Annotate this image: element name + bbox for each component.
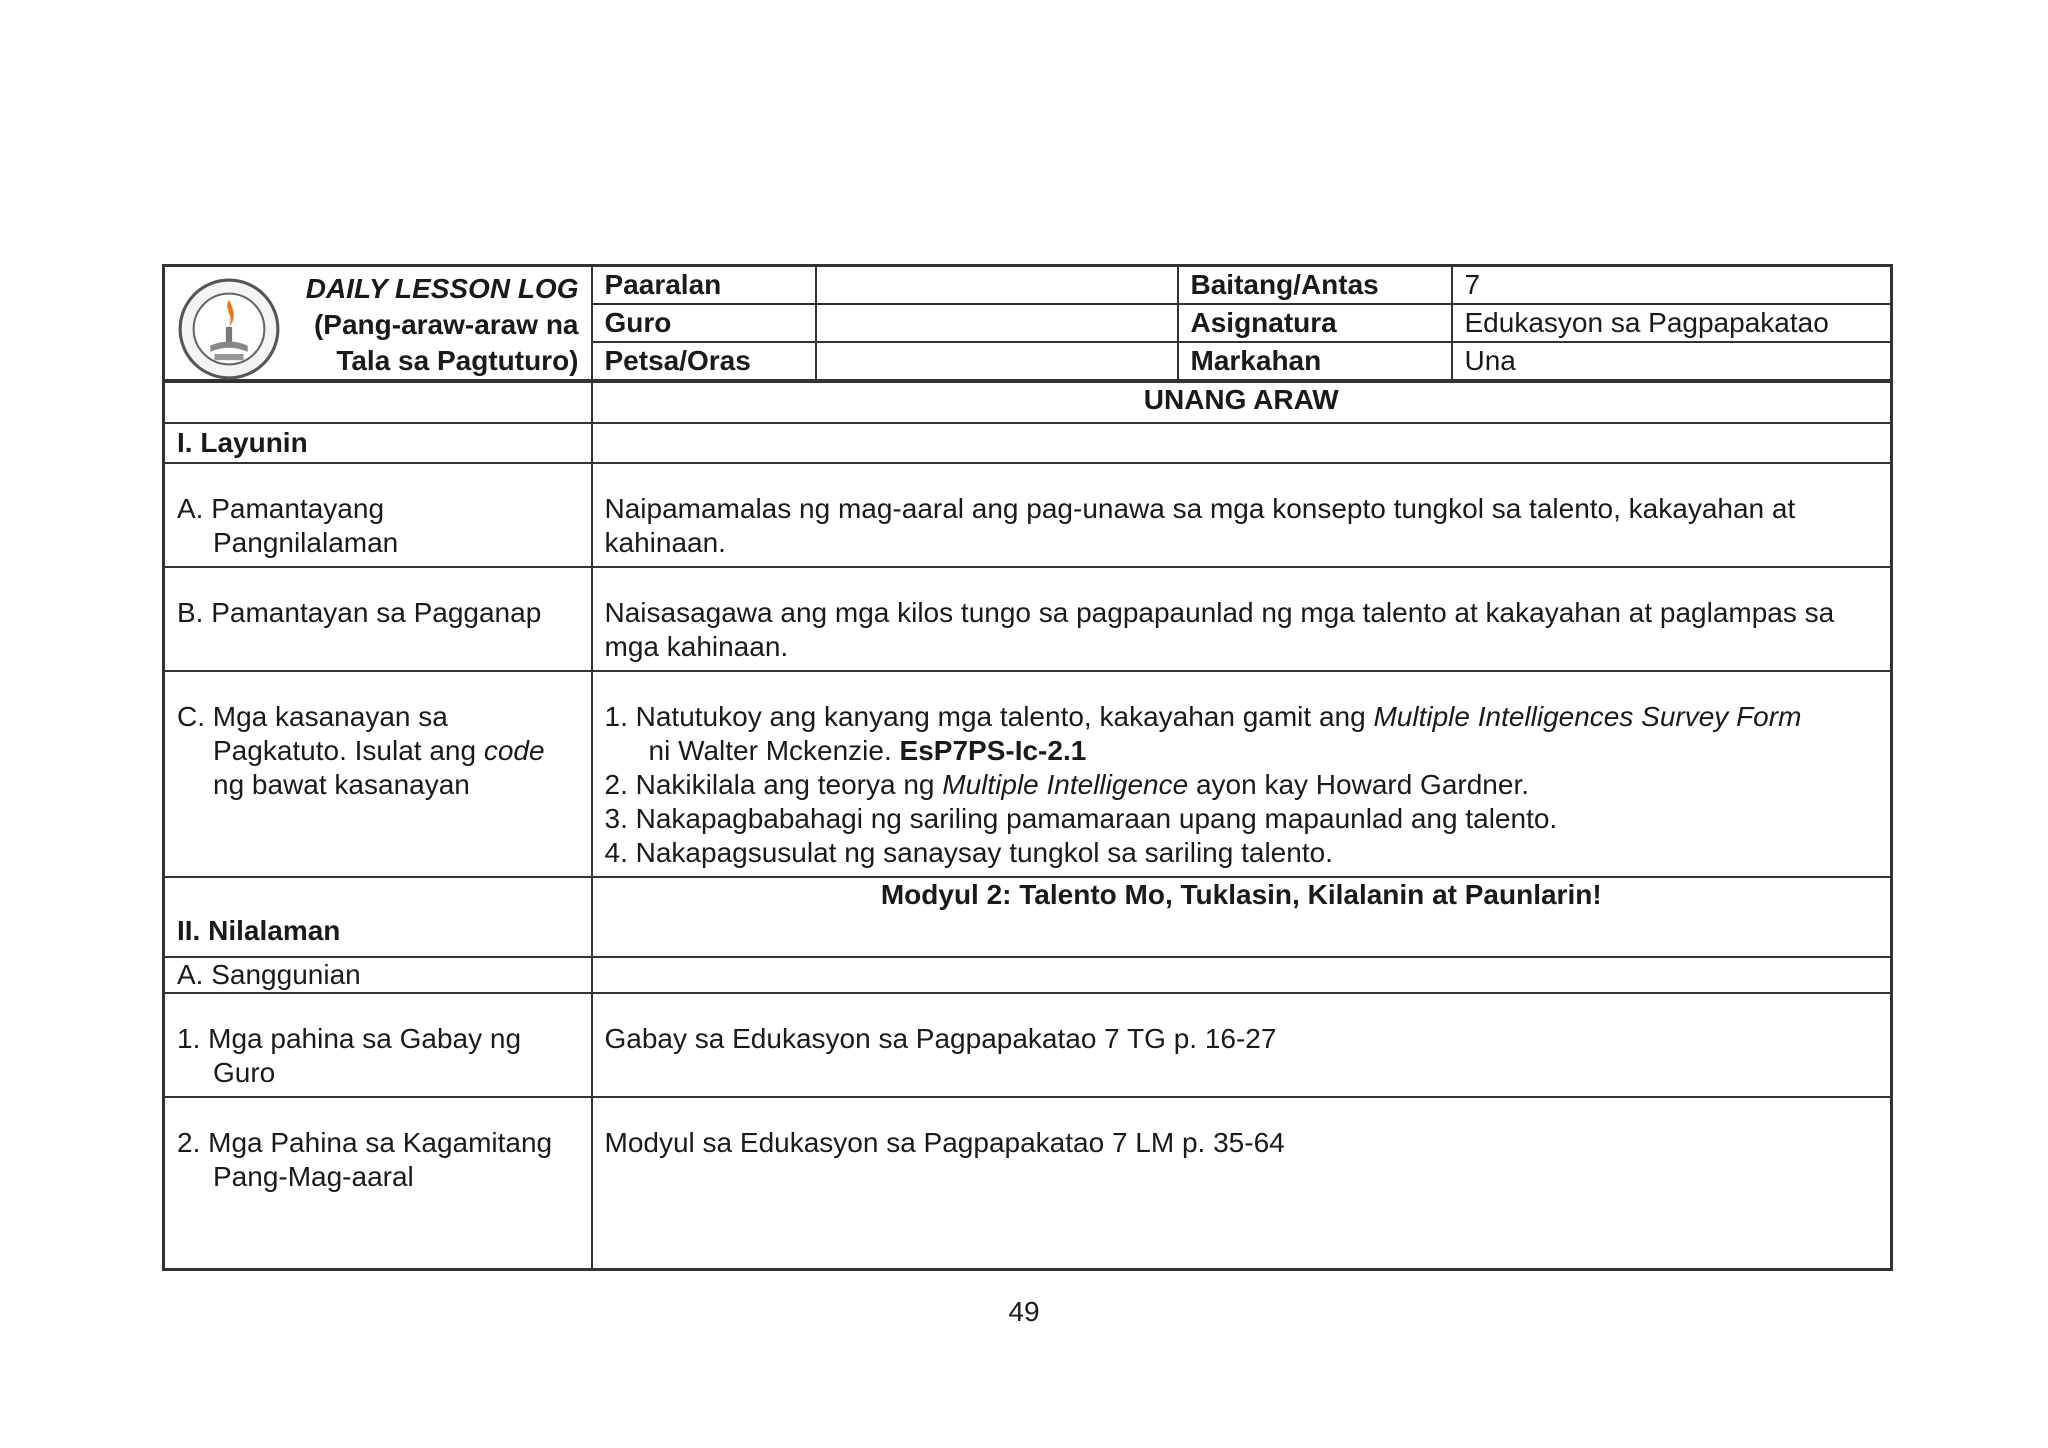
label-r1 (164, 993, 592, 1097)
daily-lesson-log-table (162, 264, 1893, 1271)
item-1-continuation (605, 734, 1879, 768)
item-2-italic: Multiple Intelligence (942, 769, 1189, 800)
text-a: Naipamamalas ng mag-aaral ang pag-unawa sa mga konsepto tungkol sa talento, kakayahan at kahinaan. (592, 463, 1892, 567)
field-label-asignatura: Asignatura (1178, 304, 1452, 342)
item-1-text: 1. Natutukoy ang kanyang mga talento, kakayahan gamit ang (604, 701, 1374, 732)
header-title-line3: Tala sa Pagtuturo) (336, 345, 579, 376)
row-kagamitang-pang-mag-aaral (164, 1097, 1892, 1269)
row-sanggunian (164, 957, 1892, 993)
label-c-line2-text: Pagkatuto. Isulat ang (213, 735, 484, 766)
list-c-item-3: 3. Nakapagbabahagi ng sariling pamamaraan upang mapaunlad ang talento. (604, 803, 1558, 834)
header-title (306, 271, 579, 379)
field-value-paaralan (816, 266, 1178, 305)
label-c-line2-code: code (483, 735, 545, 766)
row-c-mga-kasanayan (164, 671, 1892, 877)
row-b-pamantayan-sa-pagganap (164, 567, 1892, 671)
text-b: Naisasagawa ang mga kilos tungo sa pagpapaunlad ng mga talento at kakayahan at paglampas sa mga kahinaan. (592, 567, 1892, 671)
label-r2-line2: Pang-Mag-aaral (213, 1161, 414, 1192)
item-2-text-end: ayon kay Howard Gardner. (1188, 769, 1530, 800)
text-r2: Modyul sa Edukasyon sa Pagpapakatao 7 LM p. 35-64 (592, 1097, 1892, 1269)
page-number: 49 (1008, 1296, 1040, 1327)
label-a (164, 463, 592, 567)
item-1-italic: Multiple Intelligences Survey Form (1373, 701, 1802, 732)
day-title-blank-cell (164, 381, 592, 423)
list-c-item-1 (605, 700, 1879, 768)
header-title-cell (164, 266, 592, 382)
field-label-paaralan: Paaralan (592, 266, 816, 305)
field-label-markahan: Markahan (1178, 342, 1452, 381)
label-r1-line2: Guro (213, 1057, 276, 1088)
section-sanggunian: A. Sanggunian (164, 957, 592, 993)
deped-seal-icon (177, 277, 281, 381)
layunin-blank-cell (592, 423, 1892, 463)
item-2-text: 2. Nakikilala ang teorya ng (604, 769, 943, 800)
row-nilalaman (164, 877, 1892, 957)
section-layunin: I. Layunin (164, 423, 592, 463)
list-c-item-4: 4. Nakapagsusulat ng sanaysay tungkol sa sariling talento. (604, 837, 1333, 868)
field-label-baitang: Baitang/Antas (1178, 266, 1452, 305)
layunin-row (164, 423, 1892, 463)
field-label-guro: Guro (592, 304, 816, 342)
label-a-line2: Pangnilalaman (213, 527, 399, 558)
header-title-line1: DAILY LESSON LOG (305, 273, 579, 304)
field-value-asignatura: Edukasyon sa Pagpapakatao (1452, 304, 1892, 342)
item-1-code: EsP7PS-Ic-2.1 (899, 735, 1087, 766)
label-c-line2 (177, 734, 579, 768)
label-c (164, 671, 592, 877)
label-r2 (164, 1097, 592, 1269)
row-gabay-ng-guro (164, 993, 1892, 1097)
header-row-school (164, 266, 1892, 305)
label-r2-line1: 2. Mga Pahina sa Kagamitang (177, 1127, 553, 1158)
text-r1: Gabay sa Edukasyon sa Pagpapakatao 7 TG p. 16-27 (592, 993, 1892, 1097)
label-a-line1: A. Pamantayang (177, 493, 385, 524)
field-label-petsa: Petsa/Oras (592, 342, 816, 381)
field-value-guro (816, 304, 1178, 342)
day-title-row (164, 381, 1892, 423)
label-r1-line1: 1. Mga pahina sa Gabay ng (177, 1023, 522, 1054)
header-title-line2: (Pang-araw-araw na (313, 309, 579, 340)
field-value-markahan: Una (1452, 342, 1892, 381)
field-value-baitang: 7 (1452, 266, 1892, 305)
sanggunian-blank-cell (592, 957, 1892, 993)
field-value-petsa (816, 342, 1178, 381)
label-c-line3: ng bawat kasanayan (213, 769, 470, 800)
label-b: B. Pamantayan sa Pagganap (164, 567, 592, 671)
row-a-pamantayang-pangnilalaman (164, 463, 1892, 567)
label-c-line1: C. Mga kasanayan sa (177, 701, 448, 732)
section-nilalaman: II. Nilalaman (164, 877, 592, 957)
list-c-item-2 (605, 768, 1879, 802)
day-title: UNANG ARAW (592, 381, 1892, 423)
item-1-cont-text: ni Walter Mckenzie. (648, 735, 900, 766)
list-c-items (592, 671, 1892, 877)
module-title: Modyul 2: Talento Mo, Tuklasin, Kilalanin at Paunlarin! (592, 877, 1892, 957)
